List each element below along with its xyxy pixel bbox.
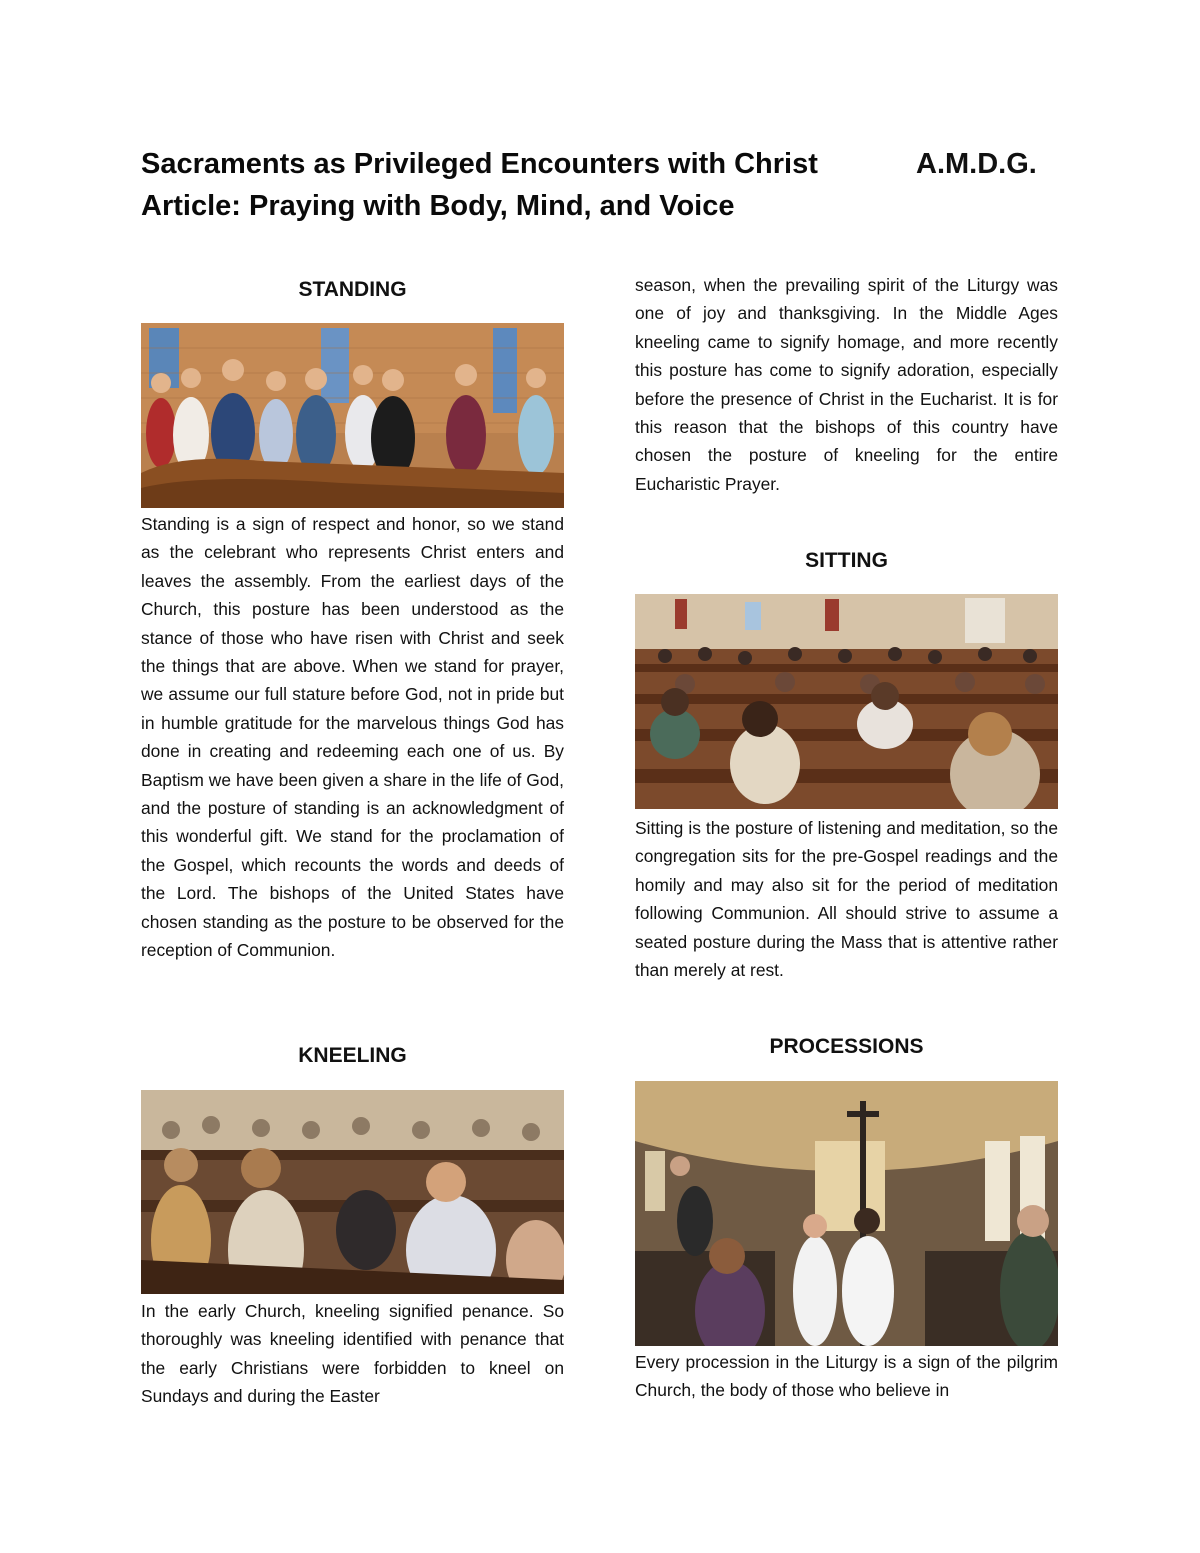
document-title: Sacraments as Privileged Encounters with Christ [141, 148, 818, 180]
processions-text-wrap [635, 1348, 1058, 1405]
processions-heading: PROCESSIONS [769, 1035, 924, 1058]
standing-paragraph: Standing is a sign of respect and honor, so we stand as the celebrant who represents Christ enters and leaves the assembly. From the earliest days of the Church, this posture has been understood as the stance of those who have risen with Christ and seek the things that are above. When we stand for prayer, we assume our full stature before God, not in pride but in humble gratitude for the marvelous things God has done in creating and redeeming each one of us. By Baptism we have been given a share in the life of God, and the posture of standing is an acknowledgment of this wonderful gift. We stand for the proclamation of the Gospel, which recounts the words and deeds of the Lord. The bishops of the United States have chosen standing as the posture to be observed for the reception of Communion. [141, 514, 564, 961]
standing-text-wrap [141, 510, 564, 965]
sitting-photo [635, 594, 1058, 809]
processions-photo [635, 1081, 1058, 1346]
kneeling-heading: KNEELING [298, 1044, 407, 1067]
sitting-text-wrap [635, 814, 1058, 984]
kneeling-paragraph-continued: season, when the prevailing spirit of the Liturgy was one of joy and thanksgiving. In the Middle Ages kneeling came to signify homage, and more recently this posture has come to signify adoration, especially before the presence of Christ in the Eucharist. It is for this reason that the bishops of this country have chosen the posture of kneeling for the entire Eucharistic Prayer. [635, 275, 1058, 494]
sitting-heading-wrap [635, 547, 1058, 575]
kneeling-photo [141, 1090, 564, 1294]
sitting-heading: SITTING [805, 549, 888, 572]
processions-heading-wrap [635, 1033, 1058, 1061]
standing-heading: STANDING [298, 278, 407, 301]
amdg-tag: A.M.D.G. [916, 148, 1037, 180]
sitting-paragraph: Sitting is the posture of listening and meditation, so the congregation sits for the pre-Gospel readings and the homily and may also sit for the period of meditation following Communion. All should strive to assume a seated posture during the Mass that is attentive rather than merely at rest. [635, 818, 1058, 981]
processions-paragraph: Every procession in the Liturgy is a sign of the pilgrim Church, the body of those who believe in [635, 1352, 1058, 1401]
standing-photo [141, 323, 564, 508]
kneeling-text-wrap [141, 1297, 564, 1411]
kneeling-continued-wrap [635, 271, 1058, 498]
article-subtitle: Article: Praying with Body, Mind, and Voice [141, 190, 735, 222]
kneeling-heading-wrap [141, 1042, 564, 1070]
standing-heading-wrap [141, 276, 564, 304]
kneeling-paragraph: In the early Church, kneeling signified penance. So thoroughly was kneeling identified with penance that the early Christians were forbidden to kneel on Sundays and during the Easter [141, 1301, 564, 1407]
